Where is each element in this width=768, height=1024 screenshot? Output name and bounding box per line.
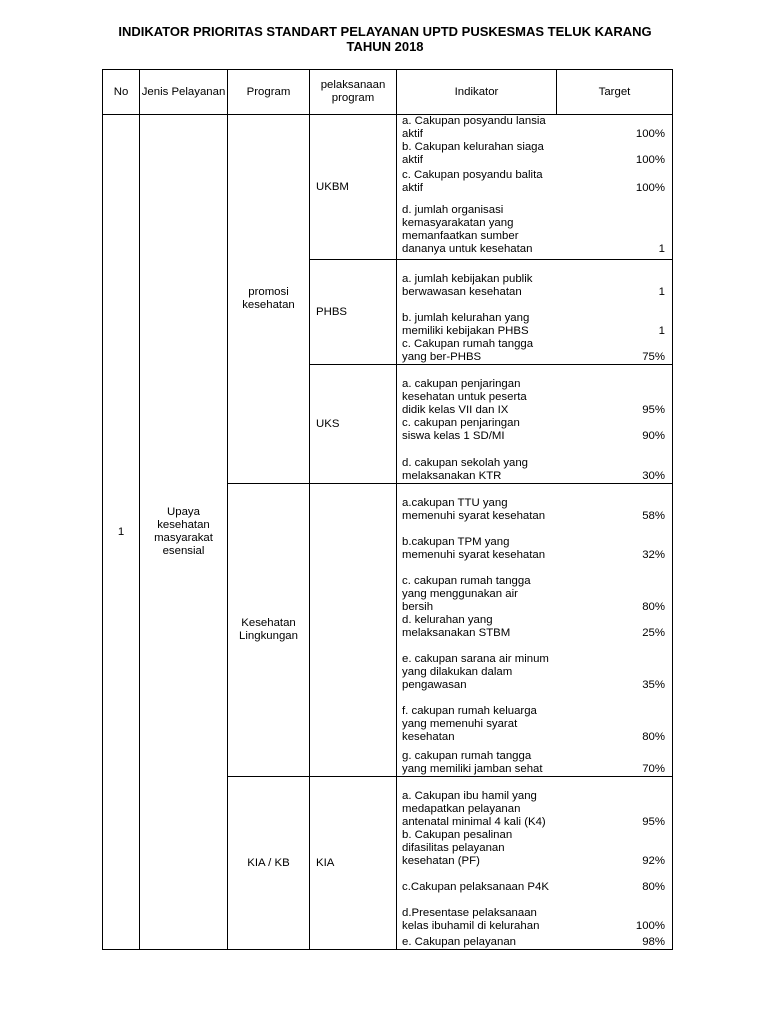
indicator-item (397, 744, 672, 776)
indicator-target: 25% (642, 627, 665, 639)
indicator-target: 70% (642, 763, 665, 775)
indicator-table (102, 69, 673, 950)
table-body (103, 115, 673, 950)
indicator-item (397, 484, 672, 523)
header-target: Target (557, 70, 673, 115)
header-indikator: Indikator (397, 70, 557, 115)
indicator-text: a.cakupan TTU yang memenuhi syarat kesehatan (402, 497, 546, 522)
cell-program: Kesehatan Lingkungan (228, 484, 310, 777)
indicator-item (397, 894, 672, 933)
indicator-text: d. cakupan sekolah yang melaksanakan KTR (402, 457, 529, 482)
cell-indikator-list (397, 115, 673, 260)
indicator-item (397, 141, 672, 167)
cell-pelaksanaan-program: PHBS (310, 260, 397, 365)
indicator-item (397, 365, 672, 417)
indicator-item (397, 115, 672, 141)
header-program: Program (228, 70, 310, 115)
indicator-text: b. Cakupan pesalinan difasilitas pelayanan kesehatan (PF) (402, 829, 513, 867)
indicator-text: d.Presentase pelaksanaan kelas ibuhamil di kelurahan (402, 907, 540, 932)
cell-pelaksanaan-program: KIA (310, 777, 397, 950)
indicator-text: b. Cakupan kelurahan siaga aktif (402, 141, 544, 166)
indicator-target: 75% (642, 351, 665, 363)
indicator-item (397, 777, 672, 829)
indicator-target: 90% (642, 430, 665, 442)
indicator-item (397, 338, 672, 364)
indicator-item (397, 523, 672, 562)
indicator-target: 35% (642, 679, 665, 691)
indicator-target: 80% (642, 881, 665, 893)
indicator-target: 80% (642, 601, 665, 613)
cell-indikator-list (397, 777, 673, 950)
indicator-target: 32% (642, 549, 665, 561)
indicator-text: c. cakupan rumah tangga yang menggunakan air bersih (402, 575, 531, 613)
indicator-item (397, 640, 672, 692)
indicator-text: a. Cakupan posyandu lansia aktif (402, 115, 546, 140)
indicator-text: a. cakupan penjaringan kesehatan untuk peserta didik kelas VII dan IX (402, 378, 527, 416)
cell-indikator-list (397, 365, 673, 484)
header-pelaksanaan-program: pelaksanaan program (310, 70, 397, 115)
indicator-item (397, 829, 672, 868)
indicator-text: g. cakupan rumah tangga yang memiliki jamban sehat (402, 750, 543, 775)
indicator-item (397, 868, 672, 894)
indicator-target: 1 (658, 286, 665, 298)
indicator-item (397, 299, 672, 338)
indicator-item (397, 443, 672, 483)
indicator-text: c.Cakupan pelaksanaan P4K (402, 881, 549, 893)
indicator-target: 95% (642, 816, 665, 828)
indicator-item (397, 167, 672, 195)
indicator-target: 30% (642, 470, 665, 482)
cell-jenis-pelayanan: Upaya kesehatan masyarakat esensial (140, 115, 228, 950)
indicator-target: 98% (642, 936, 665, 948)
cell-pelaksanaan-program: UKS (310, 365, 397, 484)
indicator-text: f. cakupan rumah keluarga yang memenuhi syarat kesehatan (402, 705, 537, 743)
indicator-text: c. cakupan penjaringan siswa kelas 1 SD/MI (402, 417, 520, 442)
cell-pelaksanaan-program (310, 484, 397, 777)
indicator-target: 100% (635, 154, 665, 166)
indicator-target: 1 (658, 243, 665, 255)
cell-no: 1 (103, 115, 140, 950)
cell-program: KIA / KB (228, 777, 310, 950)
indicator-item (397, 195, 672, 256)
cell-pelaksanaan-program: UKBM (310, 115, 397, 260)
indicator-target: 80% (642, 731, 665, 743)
indicator-text: a. Cakupan ibu hamil yang medapatkan pelayanan antenatal minimal 4 kali (K4) (402, 790, 546, 828)
cell-program: promosi kesehatan (228, 115, 310, 484)
indicator-target: 92% (642, 855, 665, 867)
indicator-item (397, 260, 672, 299)
header-jenis-pelayanan: Jenis Pelayanan (140, 70, 228, 115)
table-row (103, 115, 673, 260)
indicator-target: 100% (635, 128, 665, 140)
indicator-target: 95% (642, 404, 665, 416)
indicator-target: 1 (658, 325, 665, 337)
cell-indikator-list (397, 260, 673, 365)
indicator-text: a. jumlah kebijakan publik berwawasan kesehatan (402, 273, 533, 298)
indicator-item (397, 417, 672, 443)
indicator-text: b.cakupan TPM yang memenuhi syarat kesehatan (402, 536, 546, 561)
indicator-text: c. Cakupan rumah tangga yang ber-PHBS (402, 338, 534, 363)
indicator-text: c. Cakupan posyandu balita aktif (402, 169, 543, 194)
indicator-text: d. kelurahan yang melaksanakan STBM (402, 614, 511, 639)
document-title: INDIKATOR PRIORITAS STANDART PELAYANAN UPTD PUSKESMAS TELUK KARANG TAHUN 2018 (118, 24, 652, 54)
table-header-row (103, 70, 673, 115)
indicator-text: b. jumlah kelurahan yang memiliki kebijakan PHBS (402, 312, 530, 337)
indicator-target: 100% (635, 920, 665, 932)
indicator-target: 58% (642, 510, 665, 522)
indicator-item (397, 614, 672, 640)
header-no: No (103, 70, 140, 115)
indicator-item (397, 692, 672, 744)
indicator-text: d. jumlah organisasi kemasyarakatan yang memanfaatkan sumber dananya untuk kesehatan (402, 204, 533, 255)
cell-indikator-list (397, 484, 673, 777)
indicator-item (397, 933, 672, 949)
indicator-text: e. cakupan sarana air minum yang dilakukan dalam pengawasan (402, 653, 549, 691)
indicator-text: e. Cakupan pelayanan (402, 936, 516, 948)
indicator-target: 100% (635, 182, 665, 194)
indicator-item (397, 562, 672, 614)
